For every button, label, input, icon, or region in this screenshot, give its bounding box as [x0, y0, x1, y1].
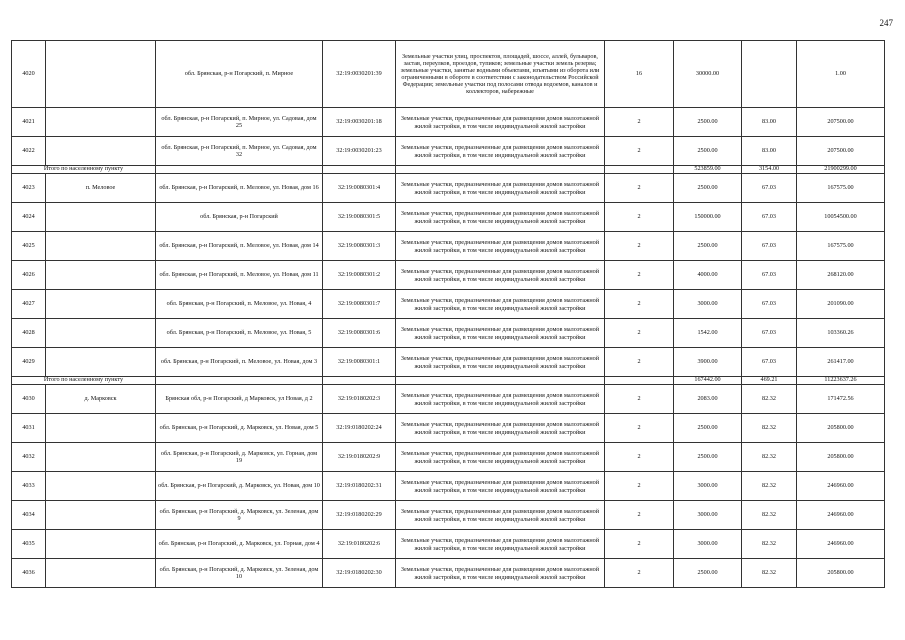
cell-locality	[46, 501, 156, 530]
cell-cadastre: 32:19:0180202:6	[323, 530, 396, 559]
table-row	[12, 174, 885, 203]
cell-area: 167442.00	[674, 377, 742, 385]
cell-cadastral-value: 261417.00	[797, 348, 885, 377]
subtotal-label: Итого по населенному пункту	[12, 377, 156, 385]
cell-specific-value: 82.32	[742, 472, 797, 501]
cell-group: 2	[605, 174, 674, 203]
table-row	[12, 472, 885, 501]
cell-row-number: 4032	[12, 443, 46, 472]
cell-area: 2500.00	[674, 232, 742, 261]
table-row	[12, 203, 885, 232]
cell-land-use: Земельные участки, предназначенные для размещения домов малоэтажной жилой застройки, в том числе индивидуальной жилой застройки	[396, 530, 605, 559]
cell-address: обл. Брянская, р-н Погарский, д. Марковск, ул. Новая, дом 10	[156, 472, 323, 501]
cell-address: обл. Брянская, р-н Погарский, п. Меловое, ул. Новая, 5	[156, 319, 323, 348]
cell-row-number: 4020	[12, 41, 46, 108]
cell-locality	[46, 137, 156, 166]
cell-locality	[46, 348, 156, 377]
cell-specific-value: 67.03	[742, 174, 797, 203]
cell-locality	[46, 108, 156, 137]
cell-land-use: Земельные участки, предназначенные для размещения домов малоэтажной жилой застройки, в том числе индивидуальной жилой застройки	[396, 443, 605, 472]
table-row	[12, 559, 885, 588]
table-row	[12, 530, 885, 559]
cell-area: 2083.00	[674, 385, 742, 414]
cell-group: 2	[605, 290, 674, 319]
cell-cadastre: 32:19:0180202:24	[323, 414, 396, 443]
cell-cadastre: 32:19:0080301:2	[323, 261, 396, 290]
cell-cadastral-value: 205800.00	[797, 414, 885, 443]
cell-cadastral-value: 205800.00	[797, 559, 885, 588]
cell-row-number: 4025	[12, 232, 46, 261]
cell-group: 2	[605, 443, 674, 472]
cell-land-use: Земельные участки, предназначенные для размещения домов малоэтажной жилой застройки, в том числе индивидуальной жилой застройки	[396, 559, 605, 588]
cell-group: 2	[605, 472, 674, 501]
subtotal-label: Итого по населенному пункту	[12, 166, 156, 174]
cell-locality	[46, 414, 156, 443]
cell-group	[605, 166, 674, 174]
table-row	[12, 290, 885, 319]
cell-group: 2	[605, 530, 674, 559]
cell-group: 2	[605, 203, 674, 232]
cell-locality	[46, 443, 156, 472]
cell-specific-value	[742, 41, 797, 108]
cell-area: 2500.00	[674, 108, 742, 137]
cell-cadastre: 32:19:0030201:23	[323, 137, 396, 166]
cell-land-use: Земельные участки, предназначенные для размещения домов малоэтажной жилой застройки, в том числе индивидуальной жилой застройки	[396, 501, 605, 530]
cell-land-use: Земельные участки, предназначенные для размещения домов малоэтажной жилой застройки, в том числе индивидуальной жилой застройки	[396, 348, 605, 377]
cell-group: 2	[605, 108, 674, 137]
cell-address: Брянская обл, р-н Погарский, д Марковск, ул Новая, д 2	[156, 385, 323, 414]
cell-land-use: Земельные участки, предназначенные для размещения домов малоэтажной жилой застройки, в том числе индивидуальной жилой застройки	[396, 174, 605, 203]
cell-row-number: 4030	[12, 385, 46, 414]
cell-area: 3000.00	[674, 472, 742, 501]
cell-specific-value: 67.03	[742, 348, 797, 377]
cell-row-number: 4024	[12, 203, 46, 232]
cell-land-use: Земельные участки, предназначенные для размещения домов малоэтажной жилой застройки, в том числе индивидуальной жилой застройки	[396, 261, 605, 290]
cell-land-use: Земельные участки, предназначенные для размещения домов малоэтажной жилой застройки, в том числе индивидуальной жилой застройки	[396, 472, 605, 501]
cell-cadastre: 32:19:0180202:9	[323, 443, 396, 472]
cell-cadastre: 32:19:0080301:6	[323, 319, 396, 348]
cell-specific-value: 82.32	[742, 443, 797, 472]
cell-row-number: 4031	[12, 414, 46, 443]
subtotal-row	[12, 166, 885, 174]
cell-area: 30000.00	[674, 41, 742, 108]
cell-specific-value: 82.32	[742, 530, 797, 559]
cell-cadastre: 32:19:0180202:31	[323, 472, 396, 501]
cell-cadastral-value: 10054500.00	[797, 203, 885, 232]
table-row	[12, 41, 885, 108]
cell-cadastral-value: 21900299.00	[797, 166, 885, 174]
cell-locality	[46, 41, 156, 108]
cell-locality: п. Меловое	[46, 174, 156, 203]
cell-address: обл. Брянская, р-н Погарский, п. Мирное, ул. Садовая, дом 32	[156, 137, 323, 166]
cell-cadastre: 32:19:0030201:39	[323, 41, 396, 108]
cell-address: обл. Брянская, р-н Погарский, д. Марковск, ул. Горная, дом 19	[156, 443, 323, 472]
cell-row-number: 4021	[12, 108, 46, 137]
cell-row-number: 4027	[12, 290, 46, 319]
cell-address: обл. Брянская, р-н Погарский, д. Марковск, ул. Зеленая, дом 10	[156, 559, 323, 588]
cell-group: 16	[605, 41, 674, 108]
cell-cadastral-value: 246960.00	[797, 530, 885, 559]
cell-land-use: Земельные участки, предназначенные для размещения домов малоэтажной жилой застройки, в том числе индивидуальной жилой застройки	[396, 414, 605, 443]
table-row	[12, 443, 885, 472]
cell-address: обл. Брянская, р-н Погарский, д. Марковск, ул. Горная, дом 4	[156, 530, 323, 559]
cell-cadastral-value: 103360.26	[797, 319, 885, 348]
cell-locality	[46, 319, 156, 348]
subtotal-row	[12, 377, 885, 385]
cell-specific-value: 83.00	[742, 137, 797, 166]
cell-address: обл. Брянская, р-н Погарский, д. Марковск, ул. Зеленая, дом 9	[156, 501, 323, 530]
cell-row-number: 4033	[12, 472, 46, 501]
cell-locality	[46, 559, 156, 588]
cell-row-number: 4022	[12, 137, 46, 166]
cell-land-use: Земельные участки улиц, проспектов, площадей, шоссе, аллей, бульваров, застав, переулков, проездов, тупиков; земельные участки земель резерва; земельные участки, занятые водными объектами, изъятыми из оборота или ограниченными в обороте в соответствии с законодательством Российской Федерации; земельные участки под полосами отвода водоемов, каналов и коллекторов, набережные	[396, 41, 605, 108]
table-row	[12, 232, 885, 261]
cell-cadastral-value: 207500.00	[797, 137, 885, 166]
cell-area: 4000.00	[674, 261, 742, 290]
cell-address: обл. Брянская, р-н Погарский, п. Мирное, ул. Садовая, дом 25	[156, 108, 323, 137]
cell-cadastre: 32:19:0180202:29	[323, 501, 396, 530]
table-row	[12, 348, 885, 377]
cell-area: 3900.00	[674, 348, 742, 377]
cell-group: 2	[605, 348, 674, 377]
cell-specific-value: 3154.00	[742, 166, 797, 174]
cell-land-use: Земельные участки, предназначенные для размещения домов малоэтажной жилой застройки, в том числе индивидуальной жилой застройки	[396, 385, 605, 414]
cell-specific-value: 67.03	[742, 290, 797, 319]
cell-cadastre	[323, 166, 396, 174]
cell-locality	[46, 530, 156, 559]
cell-area: 2500.00	[674, 137, 742, 166]
cell-row-number: 4023	[12, 174, 46, 203]
cell-specific-value: 67.03	[742, 261, 797, 290]
table-row	[12, 108, 885, 137]
cell-group: 2	[605, 414, 674, 443]
cell-cadastral-value: 11223637.26	[797, 377, 885, 385]
cell-cadastral-value: 1.00	[797, 41, 885, 108]
cell-cadastre: 32:19:0080301:7	[323, 290, 396, 319]
cell-address	[156, 377, 323, 385]
cell-cadastre: 32:19:0180202:3	[323, 385, 396, 414]
cell-address	[156, 166, 323, 174]
cell-group: 2	[605, 261, 674, 290]
cell-locality: д. Марковск	[46, 385, 156, 414]
cell-specific-value: 67.03	[742, 232, 797, 261]
cell-specific-value: 67.03	[742, 319, 797, 348]
table-row	[12, 414, 885, 443]
cell-row-number: 4035	[12, 530, 46, 559]
cell-cadastral-value: 205800.00	[797, 443, 885, 472]
table-row	[12, 137, 885, 166]
cell-land-use	[396, 377, 605, 385]
cell-specific-value: 82.32	[742, 559, 797, 588]
cell-row-number: 4028	[12, 319, 46, 348]
cell-row-number: 4026	[12, 261, 46, 290]
cell-group: 2	[605, 137, 674, 166]
cell-cadastral-value: 207500.00	[797, 108, 885, 137]
cell-locality	[46, 472, 156, 501]
cell-cadastre	[323, 377, 396, 385]
cell-group: 2	[605, 232, 674, 261]
cell-cadastral-value: 201090.00	[797, 290, 885, 319]
cell-group: 2	[605, 501, 674, 530]
cell-address: обл. Брянская, р-н Погарский, п. Меловое, ул. Новая, дом 11	[156, 261, 323, 290]
cell-locality	[46, 203, 156, 232]
cell-group: 2	[605, 385, 674, 414]
cell-locality	[46, 232, 156, 261]
cell-specific-value: 82.32	[742, 385, 797, 414]
cell-area: 2500.00	[674, 174, 742, 203]
cell-address: обл. Брянская, р-н Погарский, п. Мирное	[156, 41, 323, 108]
cell-area: 3000.00	[674, 501, 742, 530]
cadastral-value-table	[11, 40, 885, 588]
table-row	[12, 385, 885, 414]
cell-area: 2500.00	[674, 559, 742, 588]
cell-land-use	[396, 166, 605, 174]
table-row	[12, 261, 885, 290]
page-number: 247	[879, 18, 893, 28]
cell-cadastral-value: 167575.00	[797, 174, 885, 203]
cell-cadastral-value: 167575.00	[797, 232, 885, 261]
cell-cadastral-value: 268120.00	[797, 261, 885, 290]
cell-address: обл. Брянская, р-н Погарский, п. Меловое, ул. Новая, 4	[156, 290, 323, 319]
cell-area: 3000.00	[674, 290, 742, 319]
cell-cadastral-value: 246960.00	[797, 501, 885, 530]
cell-cadastre: 32:19:0030201:18	[323, 108, 396, 137]
cell-area: 1542.00	[674, 319, 742, 348]
cell-row-number: 4036	[12, 559, 46, 588]
cell-locality	[46, 290, 156, 319]
cell-cadastral-value: 246960.00	[797, 472, 885, 501]
cell-locality	[46, 261, 156, 290]
cell-address: обл. Брянская, р-н Погарский, п. Меловое, ул. Новая, дом 16	[156, 174, 323, 203]
table-row	[12, 501, 885, 530]
cell-area: 2500.00	[674, 414, 742, 443]
cell-area: 150000.00	[674, 203, 742, 232]
cell-row-number: 4029	[12, 348, 46, 377]
cell-land-use: Земельные участки, предназначенные для размещения домов малоэтажной жилой застройки, в том числе индивидуальной жилой застройки	[396, 108, 605, 137]
cell-address: обл. Брянская, р-н Погарский, п. Меловое, ул. Новая, дом 14	[156, 232, 323, 261]
cell-group: 2	[605, 319, 674, 348]
cell-land-use: Земельные участки, предназначенные для размещения домов малоэтажной жилой застройки, в том числе индивидуальной жилой застройки	[396, 232, 605, 261]
cell-group	[605, 377, 674, 385]
cell-area: 2500.00	[674, 443, 742, 472]
cell-row-number: 4034	[12, 501, 46, 530]
cell-cadastre: 32:19:0080301:3	[323, 232, 396, 261]
cell-land-use: Земельные участки, предназначенные для размещения домов малоэтажной жилой застройки, в том числе индивидуальной жилой застройки	[396, 203, 605, 232]
cell-cadastre: 32:19:0080301:5	[323, 203, 396, 232]
table-row	[12, 319, 885, 348]
cell-specific-value: 67.03	[742, 203, 797, 232]
cell-group: 2	[605, 559, 674, 588]
cell-specific-value: 83.00	[742, 108, 797, 137]
cell-address: обл. Брянская, р-н Погарский, п. Меловое, ул. Новая, дом 3	[156, 348, 323, 377]
cell-address: обл. Брянская, р-н Погарский	[156, 203, 323, 232]
cell-cadastral-value: 171472.56	[797, 385, 885, 414]
cell-cadastre: 32:19:0080301:1	[323, 348, 396, 377]
cell-land-use: Земельные участки, предназначенные для размещения домов малоэтажной жилой застройки, в том числе индивидуальной жилой застройки	[396, 319, 605, 348]
cell-land-use: Земельные участки, предназначенные для размещения домов малоэтажной жилой застройки, в том числе индивидуальной жилой застройки	[396, 137, 605, 166]
table-body	[12, 41, 885, 588]
cell-specific-value: 82.32	[742, 414, 797, 443]
cell-land-use: Земельные участки, предназначенные для размещения домов малоэтажной жилой застройки, в том числе индивидуальной жилой застройки	[396, 290, 605, 319]
cell-cadastre: 32:19:0180202:30	[323, 559, 396, 588]
cell-area: 3000.00	[674, 530, 742, 559]
cell-cadastre: 32:19:0080301:4	[323, 174, 396, 203]
cell-specific-value: 469.21	[742, 377, 797, 385]
cell-address: обл. Брянская, р-н Погарский, д. Марковск, ул. Новая, дом 5	[156, 414, 323, 443]
cell-area: 523859.00	[674, 166, 742, 174]
cell-specific-value: 82.32	[742, 501, 797, 530]
